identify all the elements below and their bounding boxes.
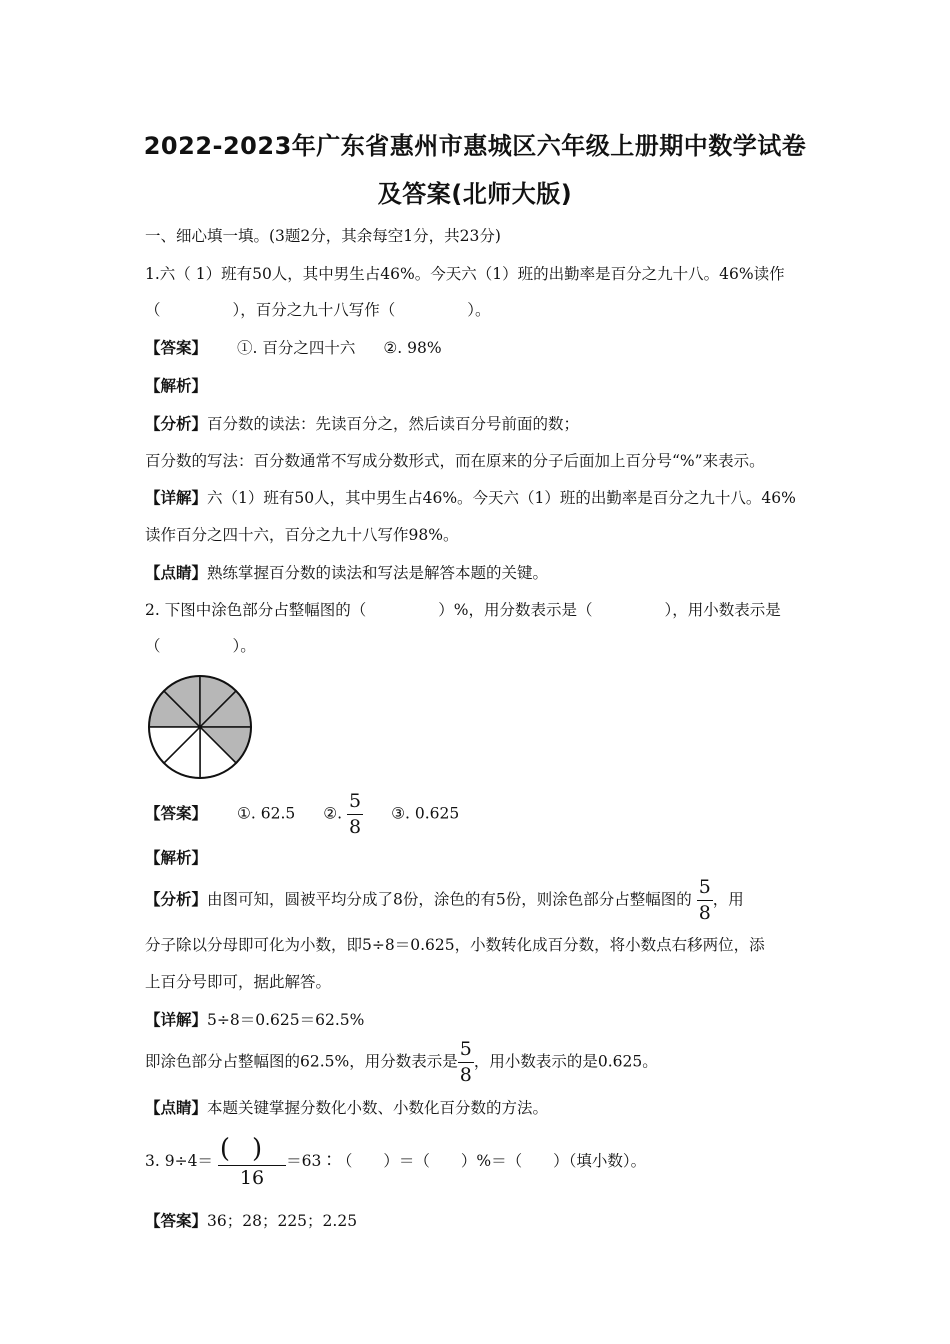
q2-xiangjie-label: 【详解】	[145, 1010, 208, 1029]
q2-answer-label: 【答案】	[145, 803, 208, 823]
page-title-line2: 及答案(北师大版)	[377, 180, 573, 208]
q2-answer-2-prefix: ②.	[323, 804, 343, 823]
fraction-numerator: 5	[697, 878, 713, 901]
q3-answer	[145, 1209, 357, 1231]
q2-text-part3: ），用小数表示是	[664, 601, 781, 619]
q2-fenxi-line1	[145, 878, 744, 923]
q1-fenxi-line1	[145, 412, 579, 434]
q2-fenxi-line2: 分子除以分母即可化为小数，即5÷8＝0.625，小数转化成百分数，将小数点右移两位，添	[145, 936, 765, 954]
q2-fenxi-text1b: ，用	[712, 890, 744, 909]
q2-fenxi-line3: 上百分号即可，据此解答。	[145, 973, 332, 991]
q2-answer	[145, 792, 459, 837]
q1-answer	[145, 336, 442, 358]
q2-fenxi-fraction	[697, 878, 713, 923]
page-title-line1: 2022-2023年广东省惠州市惠城区六年级上册期中数学试卷	[143, 132, 807, 160]
q2-xiangjie-text2b: ，用小数表示的是0.625。	[473, 1052, 658, 1071]
q1-jiexi-label: 【解析】	[145, 376, 208, 395]
q3-text	[145, 1136, 646, 1188]
fraction-denominator: 8	[698, 902, 711, 924]
q2-xiangjie-fraction	[458, 1040, 474, 1085]
q2-answer-1: ①. 62.5	[237, 804, 296, 823]
q1-xiangjie-text1: 六（1）班有50人，其中男生占46%。今天六（1）班的出勤率是百分之九十八。46%	[207, 489, 796, 507]
q1-blank-open-1: （	[145, 301, 161, 319]
q1-xiangjie-line1	[145, 486, 796, 508]
q3-text-part1: 3. 9÷4＝	[145, 1152, 213, 1170]
fraction-denominator: 8	[349, 816, 362, 838]
q1-xiangjie-line2: 读作百分之四十六，百分之九十八写作98%。	[145, 526, 459, 544]
section-heading: 一、细心填一填。(3题2分，其余每空1分，共23分)	[145, 227, 501, 245]
q2-text-part1: 2. 下图中涂色部分占整幅图的（	[145, 601, 367, 619]
q1-fenxi-line2: 百分数的写法：百分数通常不写成分数形式，而在原来的分子后面加上百分号“%”来表示。	[145, 452, 765, 470]
q1-xiangjie-label: 【详解】	[145, 488, 208, 507]
fraction-denominator: 16	[239, 1167, 265, 1189]
q2-xiangjie-line1	[145, 1008, 364, 1030]
q3-text-part2: ＝63∶（ ）＝（ ）%＝（ ）（填小数）。	[286, 1152, 647, 1170]
q2-xiangjie-line2	[145, 1040, 658, 1085]
q1-fenxi-text1: 百分数的读法：先读百分之，然后读百分号前面的数；	[207, 415, 580, 433]
q1-text-line2	[145, 298, 491, 320]
q1-dianjing-label: 【点睛】	[145, 563, 208, 582]
q2-dianjing-text: 本题关键掌握分数化小数、小数化百分数的方法。	[207, 1099, 549, 1117]
pie-diagram	[146, 673, 254, 781]
fraction-numerator: 5	[347, 792, 363, 815]
q1-fenxi-label: 【分析】	[145, 414, 208, 433]
fraction-denominator: 8	[459, 1064, 472, 1086]
q1-answer-2: ②. 98%	[383, 339, 442, 357]
q2-blank-close: ）。	[232, 637, 256, 655]
q1-answer-label: 【答案】	[145, 338, 208, 357]
q3-answer-text: 36；28；225；2.25	[207, 1212, 358, 1230]
q1-answer-1: ①. 百分之四十六	[237, 339, 356, 357]
q2-fenxi-label: 【分析】	[145, 889, 208, 909]
q1-dianjing-text: 熟练掌握百分数的读法和写法是解答本题的关键。	[207, 564, 549, 582]
q2-jiexi-label: 【解析】	[145, 848, 208, 867]
q2-fenxi-text1a: 由图可知，圆被平均分成了8份，涂色的有5份，则涂色部分占整幅图的	[207, 890, 692, 909]
q3-answer-label: 【答案】	[145, 1211, 208, 1230]
fraction-numerator: 5	[458, 1040, 474, 1063]
q2-xiangjie-text2a: 即涂色部分占整幅图的62.5%，用分数表示是	[145, 1052, 458, 1071]
q3-fraction	[218, 1136, 286, 1188]
q2-text-line1	[145, 598, 781, 620]
q1-text-line1: 1.六（ 1）班有50人，其中男生占46%。今天六（1）班的出勤率是百分之九十八。46%读作	[145, 265, 785, 283]
q2-answer-fraction	[347, 792, 363, 837]
q1-blank-mid: ），百分之九十八写作（	[232, 301, 396, 319]
q2-xiangjie-text1: 5÷8＝0.625＝62.5%	[207, 1011, 365, 1029]
q2-dianjing-label: 【点睛】	[145, 1098, 208, 1117]
q2-dianjing	[145, 1096, 548, 1118]
q2-text-part2: ）%，用分数表示是（	[438, 601, 593, 619]
q2-text-line2	[145, 634, 256, 656]
q1-dianjing	[145, 561, 548, 583]
q2-blank-open: （	[145, 637, 161, 655]
fraction-blank-numerator: ()	[219, 1134, 285, 1164]
q2-answer-3: ③. 0.625	[391, 804, 460, 823]
q1-blank-close: ）。	[467, 301, 491, 319]
